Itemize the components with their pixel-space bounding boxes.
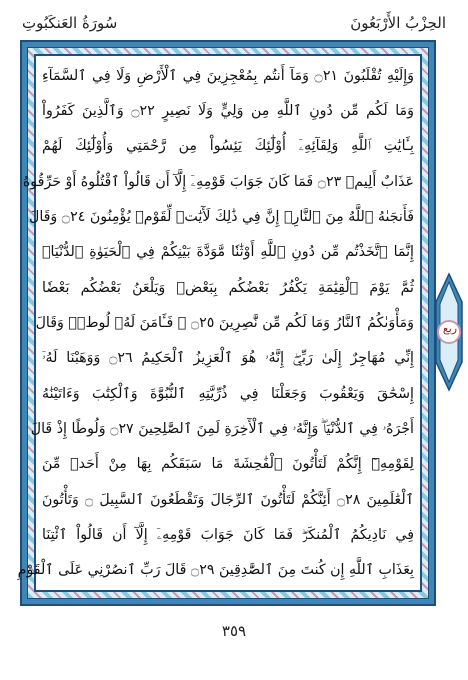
hizb-name: الحِزْبُ الأَرْبَعُونَ: [350, 14, 446, 32]
surah-name: سُورَةُ العَنكَبُوتِ: [22, 14, 118, 32]
verse-line: فِي نَادِيكُمُ ٱلْمُنكَرَۖ فَمَا كَانَ جَوَابَ قَوْمِهِۦٓ إِلَّآ أَن قَالُواْ ٱئْتِنَا: [42, 527, 414, 543]
rub-marker-label: ربع: [442, 322, 458, 335]
verse-line: إِنِّي مُهَاجِرٌ إِلَىٰ رَبِّيٓۖ إِنَّهُۥ هُوَ ٱلْعَزِيزُ ٱلْحَكِيمُ ۝٢٦ وَوَهَبْنَا لَهُۥٓ: [42, 350, 414, 367]
verse-line: بِـَٔايَٰتِ ٱللَّهِ وَلِقَآئِهِۦٓ أُوْلَٰٓئِكَ يَئِسُواْ مِن رَّحْمَتِي وَأُوْلَٰٓئِكَ لَهُمْ: [42, 138, 414, 155]
verse-line: فَأَنجَىٰهُ ٱللَّهُ مِنَ ٱلنَّارِۚ إِنَّ فِي ذَٰلِكَ لَأٓيَٰتٖ لِّقَوْمٖ يُؤْمِنُونَ ۝٢٤ وَقَالَ: [29, 209, 414, 225]
verse-line: بِعَذَابِ ٱللَّهِ إِن كُنتَ مِنَ ٱلصَّٰدِقِينَ ۝٢٩ قَالَ رَبِّ ٱنصُرْنِي عَلَى ٱلْقَوْمِ: [17, 562, 414, 579]
verse-line: وَمَا لَكُم مِّن دُونِ ٱللَّهِ مِن وَلِيٍّ وَلَا نَصِيرٍ ۝٢٢ وَٱلَّذِينَ كَفَرُواْ: [42, 103, 414, 119]
verse-text-area: [17, 58, 414, 588]
verse-line: إِسْحَٰقَ وَيَعْقُوبَ وَجَعَلْنَا فِي ذُرِّيَّتِهِ ٱلنُّبُوَّةَ وَٱلْكِتَٰبَ وَءَاتَيْنَٰهُ: [42, 385, 414, 402]
verse-line: إِنَّمَا ٱتَّخَذْتُم مِّن دُونِ ٱللَّهِ أَوْثَٰنٗا مَّوَدَّةَ بَيْنِكُمْ فِي ٱلْحَيَوٰةِ ٱلدُّنْيَاۖ: [42, 244, 414, 261]
verse-line: ٱلْعَٰلَمِينَ ۝٢٨ أَئِنَّكُمْ لَتَأْتُونَ ٱلرِّجَالَ وَتَقْطَعُونَ ٱلسَّبِيلَ ۝ وَتَأْتُونَ: [42, 491, 414, 508]
page-frame: [17, 40, 436, 606]
verse-line: عَذَابٌ أَلِيمٞ ۝٢٣ فَمَا كَانَ جَوَابَ قَوْمِهِۦٓ إِلَّآ أَن قَالُواْ ٱقْتُلُوهُ أَوْ حَرِّقُوهُ: [22, 173, 414, 190]
text-panel: [17, 54, 422, 592]
verse-line: لِقَوْمِهِۦٓ إِنَّكُمْ لَتَأْتُونَ ٱلْفَٰحِشَةَ مَا سَبَقَكُم بِهَا مِنْ أَحَدٖ مِّنَ: [42, 456, 414, 473]
page-number: ٣٥٩: [221, 622, 247, 640]
verse-line: ثُمَّ يَوْمَ ٱلْقِيَٰمَةِ يَكْفُرُ بَعْضُكُم بِبَعْضٖ وَيَلْعَنُ بَعْضُكُم بَعْضٗا: [42, 279, 414, 296]
verse-line: أَجْرَهُۥ فِي ٱلدُّنْيَاۖ وَإِنَّهُۥ فِي ٱلْأٓخِرَةِ لَمِنَ ٱلصَّٰلِحِينَ ۝٢٧ وَلُوطًا إِذْ قَالَ: [30, 421, 414, 437]
verse-line: وَإِلَيْهِ تُقْلَبُونَ ۝٢١ وَمَآ أَنتُم بِمُعْجِزِينَ فِي ٱلْأَرْضِ وَلَا فِي ٱلسَّمَآءِ: [42, 67, 414, 84]
verse-line: وَمَأْوَىٰكُمُ ٱلنَّارُ وَمَا لَكُم مِّن نَّٰصِرِينَ ۝٢٥ ۞ فَـَٔامَنَ لَهُۥ لُوطٞۘ وَقَالَ: [35, 315, 414, 331]
